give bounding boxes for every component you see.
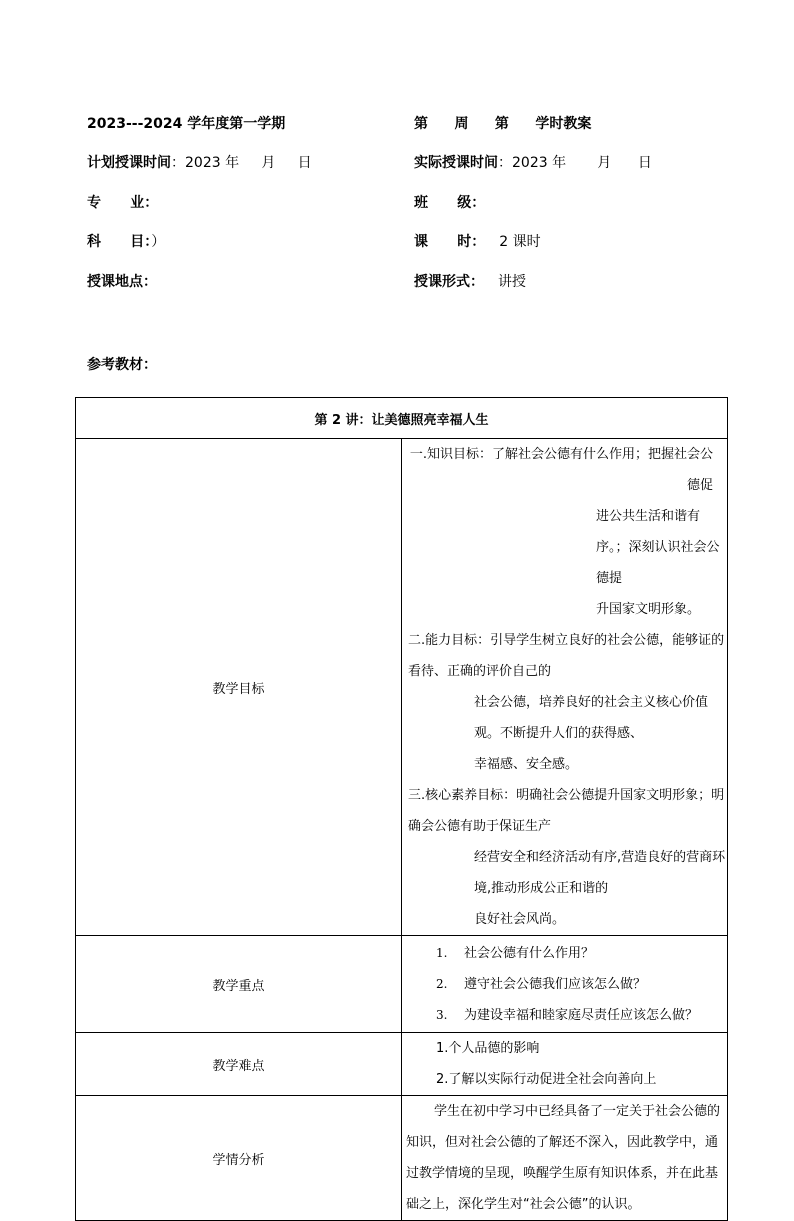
week-heading [414,114,591,134]
objective-line: 良好社会风尚。 [474,912,566,927]
objective-line: 经营安全和经济活动有序,营造良好的营商环境,推动形成公正和谐的 [474,850,726,896]
analysis-content [402,1096,728,1221]
analysis-label: 学情分析 [76,1096,402,1221]
objectives-row [76,439,728,936]
reference-materials: 参考教材： [87,357,157,373]
hours-field: 课 时： 2 课时 [414,234,541,250]
week-di2: 第 [494,116,509,132]
lesson-plan-table [75,397,728,1221]
analysis-text: 学生在初中学习中已经具备了一定关于社会公德的知识，但对社会公德的了解还不深入，因此教学中，通过教学情境的呈现，唤醒学生原有知识体系，并在此基础之上，深化学生对“社会公德”的认识。 [406,1104,721,1212]
week-tail: 学时教案 [535,116,592,132]
difficulties-label: 教学难点 [76,1033,402,1096]
lesson-title: 第 2 讲：让美德照亮幸福人生 [76,398,728,439]
major-field: 专 业： [87,195,159,211]
form-field: 授课形式： 讲授 [414,274,526,290]
list-item: 2. 遵守社会公德我们应该怎么做？ [436,976,647,992]
difficulties-row [76,1033,728,1096]
analysis-row [76,1096,728,1221]
place-field: 授课地点： [87,274,157,290]
hours-value: 2 课时 [499,234,541,250]
actual-time-value: 2023 年 月 日 [512,155,652,171]
objective-line: 幸福感、安全感。 [474,757,579,772]
objective-line: 社会公德，培养良好的社会主义核心价值观。不断提升人们的获得感、 [474,695,709,741]
objective-line: 二.能力目标：引导学生树立良好的社会公德，能够证的看待、正确的评价自己的 [408,633,725,679]
list-item: 1.个人品德的影响 [436,1041,540,1056]
subject-value: ） [151,234,166,250]
objective-line: 进公共生活和谐有序。；深刻认识社会公德提 [596,509,720,586]
term-heading: 2023---2024 学年度第一学期 [87,116,286,132]
list-item: 1. 社会公德有什么作用？ [436,945,595,961]
subject-field: 科 目：） [87,234,166,250]
key-points-label: 教学重点 [76,936,402,1033]
key-points-content [402,936,728,1033]
key-points-row [76,936,728,1033]
list-item: 3. 为建设幸福和睦家庭尽责任应该怎么做？ [436,1007,699,1023]
plan-time-value: 2023 年 月 日 [185,155,312,171]
objective-line: 三.核心素养目标：明确社会公德提升国家文明形象；明确会公德有助于保证生产 [408,788,725,834]
plan-time: 计划授课时间：2023 年 月 日 [87,155,312,171]
objectives-label: 教学目标 [76,439,402,936]
objectives-content [402,439,728,936]
form-value: 讲授 [498,274,526,290]
difficulties-content [402,1033,728,1096]
actual-time: 实际授课时间：2023 年 月 日 [414,155,652,171]
week-zhou: 周 [454,116,469,132]
class-field: 班 级： [414,195,486,211]
list-item: 2.了解以实际行动促进全社会向善向上 [436,1072,657,1087]
table-title-row [76,398,728,439]
objective-line: 一.知识目标：了解社会公德有什么作用；把握社会公德促 [409,447,713,493]
objective-line: 升国家文明形象。 [596,602,701,617]
week-di1: 第 [414,116,428,132]
